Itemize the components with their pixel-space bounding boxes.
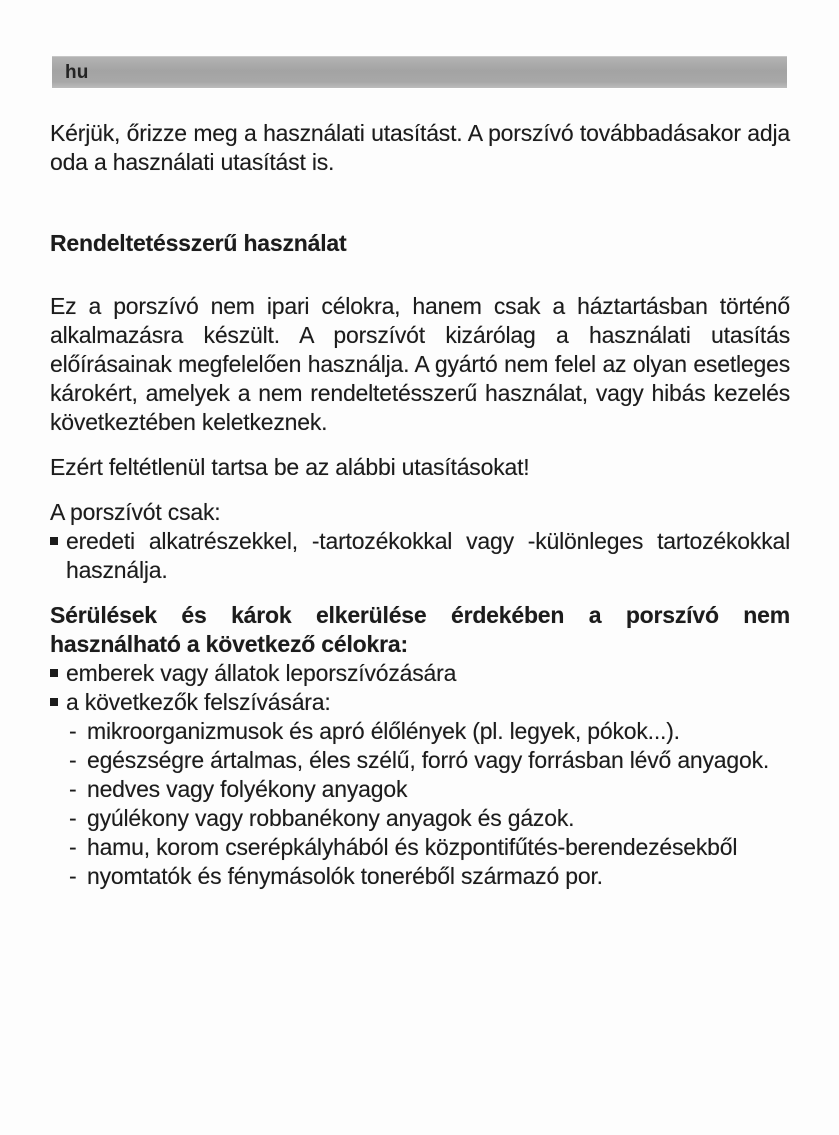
sub-list-item-text: hamu, korom cserépkályhából és központifűtés-berendezésekből	[87, 834, 738, 860]
sub-list-item-hazardous-materials	[50, 746, 790, 775]
sub-list-item-toner-dust	[50, 862, 790, 891]
sub-list-item-ash-soot	[50, 833, 790, 862]
dash-bullet-marker: -	[69, 718, 77, 744]
square-bullet-icon	[50, 537, 58, 545]
square-bullet-icon	[50, 669, 58, 677]
list-item-text: emberek vagy állatok leporszívózására	[66, 660, 457, 686]
section-heading-intended-use: Rendeltetésszerű használat	[50, 230, 347, 256]
sub-list-item-text: nyomtatók és fénymásolók toneréből származó por.	[87, 863, 603, 889]
intended-use-paragraph: Ez a porszívó nem ipari célokra, hanem csak a háztartásban történő alkalmazásra készült. A porszívót kizárólag a használati utasítás előírásainak megfelelően használja. A gyártó nem felel az olyan esetleges károkért, amelyek a nem rendeltetésszerű használat, vagy hibás kezelés következtében keletkeznek.	[50, 293, 790, 435]
sub-list-item-flammable-materials	[50, 804, 790, 833]
dash-bullet-marker: -	[69, 805, 77, 831]
list-item-text: eredeti alkatrészekkel, -tartozékokkal vagy -különleges tartozékokkal használja.	[66, 528, 790, 583]
list-item-original-parts	[50, 527, 790, 585]
sub-list-item-text: egészségre ártalmas, éles szélű, forró vagy forrásban lévő anyagok.	[87, 747, 770, 773]
list-item-vacuuming-up	[50, 688, 790, 717]
dash-bullet-marker: -	[69, 776, 77, 802]
dash-bullet-marker: -	[69, 863, 77, 889]
sub-list-item-text: gyúlékony vagy robbanékony anyagok és gázok.	[87, 805, 575, 831]
usage-intro-line: A porszívót csak:	[50, 499, 221, 525]
section-heading-prohibited-use: Sérülések és károk elkerülése érdekében a porszívó nem használható a következő célokra:	[50, 602, 790, 657]
intro-paragraph: Kérjük, őrizze meg a használati utasítást. A porszívó továbbadásakor adja oda a használati utasítást is.	[50, 120, 790, 175]
language-header-bar	[52, 56, 787, 88]
sub-list-item-text: mikroorganizmusok és apró élőlények (pl. legyek, pókok...).	[87, 718, 680, 744]
square-bullet-icon	[50, 698, 58, 706]
page-content	[50, 119, 790, 891]
instructions-note-line: Ezért feltétlenül tartsa be az alábbi utasításokat!	[50, 454, 530, 480]
sub-list-item-microorganisms	[50, 717, 790, 746]
sub-list-item-wet-materials	[50, 775, 790, 804]
list-item-text: a következők felszívására:	[66, 689, 331, 715]
sub-list-item-text: nedves vagy folyékony anyagok	[87, 776, 408, 802]
list-item-people-animals	[50, 659, 790, 688]
dash-bullet-marker: -	[69, 747, 77, 773]
language-code-label: hu	[65, 61, 89, 83]
dash-bullet-marker: -	[69, 834, 77, 860]
